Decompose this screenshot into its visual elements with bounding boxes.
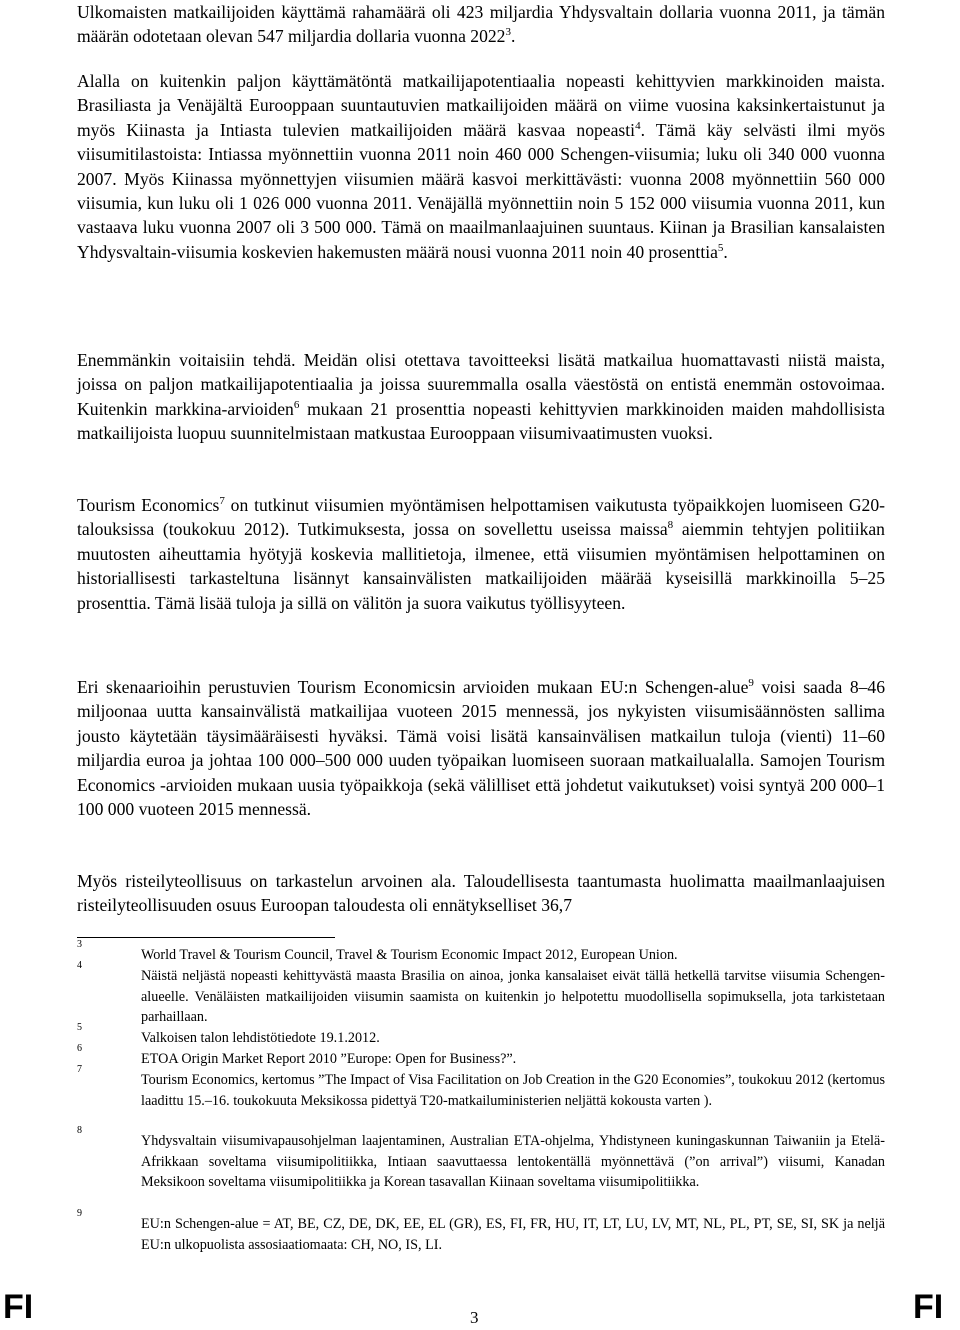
footnote-text: Yhdysvaltain viisumivapausohjelman laajentaminen, Australian ETA-ohjelma, Yhdistyneen kuningaskunnan Taiwaniin ja Etelä-Afrikkaan soveltama viisumipolitiikka, Intiaan saavuttaessa lentokentällä myönnettävä (”on arrival”) viisumi, Kanadan Meksikoon soveltama viisumipolitiikka ja Korean tasavallan Kiinaan soveltama viisumipolitiikka. xyxy=(141,1133,885,1191)
footnote-number: 9 xyxy=(77,1208,82,1219)
footnote-number: 8 xyxy=(77,1125,82,1136)
footnote-number: 4 xyxy=(77,960,82,971)
footnote-separator xyxy=(77,937,335,938)
footnote-ref-7: 7 xyxy=(219,495,225,508)
footnote-6 xyxy=(77,1043,885,1070)
footnote-text: ETOA Origin Market Report 2010 ”Europe: Open for Business?”. xyxy=(141,1051,517,1067)
footnote-number: 5 xyxy=(77,1022,82,1033)
footnote-number: 7 xyxy=(77,1064,82,1075)
footnote-text: Valkoisen talon lehdistötiedote 19.1.2012. xyxy=(141,1030,380,1046)
footnote-text: Tourism Economics, kertomus ”The Impact of Visa Facilitation on Job Creation in the G20 Economies”, toukokuu 2012 (kertomus laadittu 15.–16. toukokuuta Meksikossa pidettyä T20-matkailuministerien neljättä kokousta varten ). xyxy=(141,1072,885,1109)
paragraph-3: Enemmänkin voitaisiin tehdä. Meidän olisi otettava tavoitteeksi lisätä matkailua huomattavasti niistä maista, joissa on paljon matkailijapotentiaalia ja joissa suuremmalla osalla väestöstä on entistä enemmän ostovoimaa. Kuitenkin markkina-arvioiden$^6$ mukaan 21 prosenttia nopeasti kehittyvien markkinoiden maiden mahdollisista matkailijoista luopuu suunnitelmistaan matkustaa Eurooppaan viisumivaatimusten vuoksi. xyxy=(77,350,885,444)
footnote-text: World Travel & Tourism Council, Travel & Tourism Economic Impact 2012, European Union. xyxy=(141,947,678,963)
footnote-8 xyxy=(77,1125,885,1193)
footnote-9 xyxy=(77,1208,885,1255)
footnote-5 xyxy=(77,1022,885,1049)
page-number: 3 xyxy=(470,1308,479,1327)
footer-language-code-right: FI xyxy=(913,1288,944,1326)
footnote-text: EU:n Schengen-alue = AT, BE, CZ, DE, DK, EE, EL (GR), ES, FI, FR, HU, IT, LT, LU, LV, MT, NL, PL, PT, SE, SI, SK ja neljä EU:n ulkopuolista assosiaatiomaata: CH, NO, IS, LI. xyxy=(141,1216,885,1253)
footnote-number: 6 xyxy=(77,1043,82,1054)
paragraph-4: Tourism Economics$^7$ on tutkinut viisumien myöntämisen helpottamisen vaikutusta työpaikkojen luomiseen G20-talouksissa (toukokuu 2012). Tutkimuksesta, jossa on sovellettu useissa maissa$^8$ aiemmin tehtyjen politiikan muutosten aiheuttamia hyötyjä koskevia mallitietoja, ilmenee, että viisumien myöntämisen helpottaminen on historiallisesti tarkasteltuna lisännyt kansainvälisten matkailijoiden määrää kyseisillä markkinoilla 5–25 prosenttia. Tämä lisää tuloja ja sillä on välitön ja suora vaikutus työllisyyteen. xyxy=(77,495,885,613)
footnote-ref-4: 4 xyxy=(635,119,641,132)
footnote-ref-8: 8 xyxy=(667,519,674,532)
footnote-ref-5: 5 xyxy=(717,241,724,254)
footnote-ref-6: 6 xyxy=(293,398,300,411)
footnote-ref-3: 3 xyxy=(505,26,511,39)
footnote-3 xyxy=(77,939,885,966)
footnote-4 xyxy=(77,960,885,1028)
paragraph-2: Alalla on kuitenkin paljon käyttämätöntä matkailijapotentiaalia nopeasti kehittyvien markkinoiden maista. Brasiliasta ja Venäjältä Eurooppaan suuntautuvien matkailijoiden määrä on viime vuosina kaksinkertaistunut ja myös Kiinasta ja Intiasta tulevien matkailijoiden määrä kasvaa nopeasti$^4$. Tämä käy selvästi ilmi myös viisumitilastoista: Intiassa myönnettiin vuonna 2011 noin 460 000 Schengen-viisumia; luku oli 340 000 vuonna 2007. Myös Kiinassa myönnettyjen viisumien määrä kasvoi merkittävästi: vuonna 2008 myönnettiin 560 000 viisumia, kun luku oli 1 026 000 vuonna 2011. Venäjällä myönnettiin noin 5 152 000 viisumia vuonna 2011, kun vastaava luku vuonna 2007 oli 3 500 000. Tämä on maailmanlaajuinen suuntaus. Kiinan ja Brasilian kansalaisten Yhdysvaltain-viisumia koskevien hakemusten määrä nousi vuonna 2011 noin 40 prosenttia$^5$. xyxy=(77,71,885,262)
footnote-7 xyxy=(77,1064,885,1111)
footer-language-code-left: FI xyxy=(3,1288,34,1326)
paragraph-1: Ulkomaisten matkailijoiden käyttämä rahamäärä oli 423 miljardia Yhdysvaltain dollaria vuonna 2011, ja tämän määrän odotetaan olevan 547 miljardia dollaria vuonna 2022$^3$. xyxy=(77,2,885,47)
paragraph-5: Eri skenaarioihin perustuvien Tourism Economicsin arvioiden mukaan EU:n Schengen-alue$^9$ voisi saada 8–46 miljoonaa uutta kansainvälistä matkailijaa vuoteen 2015 mennessä, jos nykyisten viisumisäännösten sallima jousto käytetään täysimääräisesti hyväksi. Tämä voisi lisätä kansainvälisen matkailun tuloja (vienti) 11–60 miljardia euroa ja johtaa 100 000–500 000 uuden työpaikan luomiseen suoraan matkailualalla. Samojen Tourism Economics -arvioiden mukaan uusia työpaikkoja (sekä välilliset että johdetut vaikutukset) voisi syntyä 200 000–1 100 000 vuoteen 2015 mennessä. xyxy=(77,677,886,820)
paragraph-6: Myös risteilyteollisuus on tarkastelun arvoinen ala. Taloudellisesta taantumasta huolimatta maailmanlaajuisen risteilyteollisuuden osuus Euroopan taloudesta oli ennätykselliset 36,7 xyxy=(77,871,885,916)
footnote-ref-9: 9 xyxy=(748,677,754,690)
footnote-text: Näistä neljästä nopeasti kehittyvästä maasta Brasilia on ainoa, jonka kansalaiset eivät tällä hetkellä tarvitse viisumia Schengen-alueelle. Venäläisten matkailijoiden viisumin saamista on kuitenkin jo helpotettu muodollisella sopimuksella, jota tarkistetaan parhaillaan. xyxy=(141,968,885,1026)
footnote-number: 3 xyxy=(77,939,82,950)
